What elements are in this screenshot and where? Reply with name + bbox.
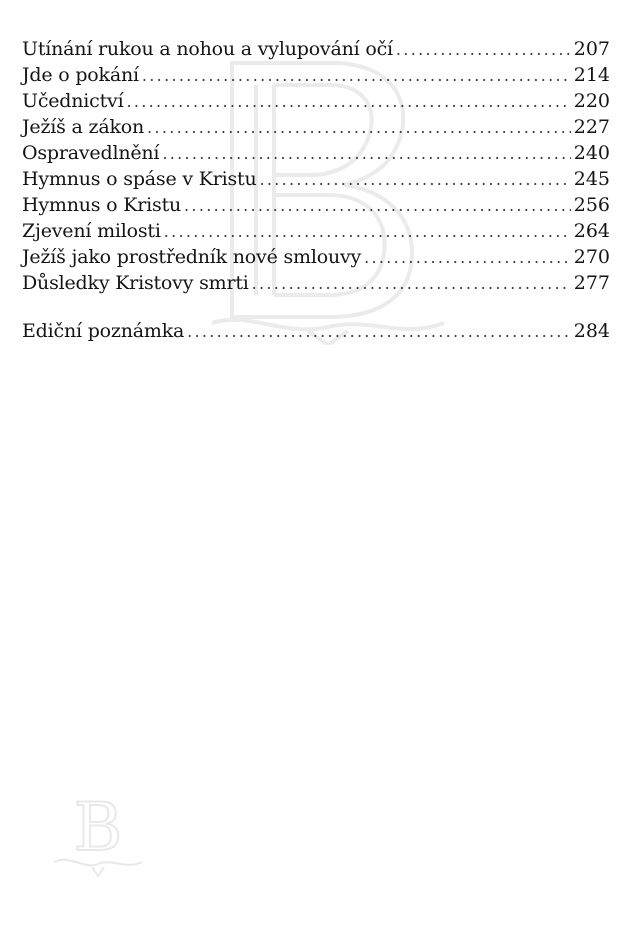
watermark-ribbon bbox=[54, 860, 142, 866]
toc-entry-title: Důsledky Kristovy smrti bbox=[22, 272, 249, 294]
toc-entry bbox=[22, 36, 610, 62]
toc-entry-title: Jde o pokání bbox=[22, 64, 139, 86]
toc-entry-title: Hymnus o Kristu bbox=[22, 194, 182, 216]
toc-entry-page: 256 bbox=[573, 194, 610, 216]
toc-entry bbox=[22, 318, 610, 344]
toc-leader-dots bbox=[126, 89, 570, 115]
toc-entry-page: 207 bbox=[573, 38, 610, 60]
toc-entry bbox=[22, 62, 610, 88]
toc-entry-page: 264 bbox=[573, 220, 610, 242]
toc-leader-dots bbox=[162, 141, 570, 167]
toc-entry bbox=[22, 270, 610, 296]
toc-entry-page: 220 bbox=[573, 90, 610, 112]
toc-leader-dots bbox=[260, 167, 571, 193]
toc-leader-dots bbox=[252, 271, 571, 297]
toc-entry-page: 240 bbox=[573, 142, 610, 164]
toc-entry-page: 277 bbox=[573, 272, 610, 294]
toc-entry bbox=[22, 244, 610, 270]
toc-entry bbox=[22, 140, 610, 166]
toc-leader-dots bbox=[364, 245, 571, 271]
toc-entry-title: Utínání rukou a nohou a vylupování očí bbox=[22, 38, 393, 60]
toc-entry-title: Ježíš jako prostředník nové smlouvy bbox=[22, 246, 362, 268]
toc-entry-page: 270 bbox=[573, 246, 610, 268]
toc-entry-title: Ježíš a zákon bbox=[22, 116, 145, 138]
toc-entry bbox=[22, 88, 610, 114]
toc-leader-dots bbox=[187, 319, 571, 345]
toc-leader-dots bbox=[142, 63, 571, 89]
table-of-contents bbox=[22, 36, 610, 344]
toc-entry bbox=[22, 114, 610, 140]
toc-leader-dots bbox=[147, 115, 571, 141]
toc-entry-title: Ospravedlnění bbox=[22, 142, 160, 164]
watermark-logo-small bbox=[52, 792, 144, 878]
toc-leader-dots bbox=[396, 37, 571, 63]
toc-entry-title: Hymnus o spáse v Kristu bbox=[22, 168, 257, 190]
toc-entry-title: Učednictví bbox=[22, 90, 124, 112]
toc-entry-page: 214 bbox=[573, 64, 610, 86]
toc-entry-title: Zjevení milosti bbox=[22, 220, 161, 242]
toc-entry bbox=[22, 192, 610, 218]
toc-entry-page: 245 bbox=[573, 168, 610, 190]
watermark-ribbon-tip bbox=[92, 867, 104, 876]
toc-entry bbox=[22, 166, 610, 192]
toc-leader-dots bbox=[164, 219, 571, 245]
watermark-letter: B bbox=[73, 792, 123, 866]
toc-leader-dots bbox=[184, 193, 571, 219]
toc-entry bbox=[22, 218, 610, 244]
toc-entry-title: Ediční poznámka bbox=[22, 320, 185, 342]
toc-entry-page: 284 bbox=[573, 320, 610, 342]
toc-entry-page: 227 bbox=[573, 116, 610, 138]
